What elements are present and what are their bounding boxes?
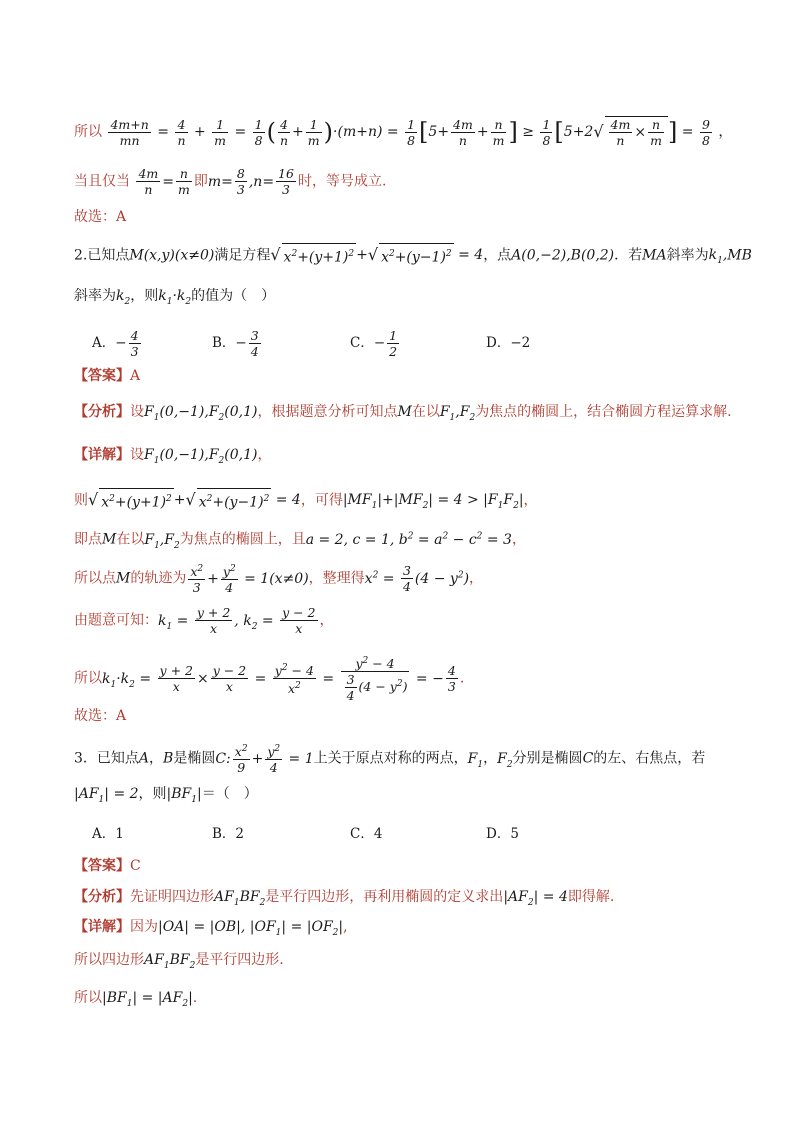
formula: $AF_1BF_2$ xyxy=(144,952,196,971)
text: 2.已知点 xyxy=(74,247,130,264)
text: 即得解. xyxy=(567,889,615,905)
formula: − $\frac{4}{3}$ xyxy=(115,328,139,359)
text: 因为 xyxy=(130,919,158,935)
q2-detail-line-4 xyxy=(74,605,334,636)
formula: $F_1,F_2$ xyxy=(439,404,476,423)
text: 的轨迹为 xyxy=(130,570,187,587)
formula: $F_1$ xyxy=(467,750,484,770)
text: 为焦点的椭圆上，结合椭圆方程运算求解. xyxy=(475,404,732,420)
q3-stem-line-1 xyxy=(74,742,705,775)
text: 1 xyxy=(115,826,124,842)
formula: √ $x^2+(y+1)^2$ +√ $x^2+(y-1)^2 = 4$ xyxy=(270,247,483,263)
text: ， xyxy=(511,531,526,548)
formula: $|AF_1| = 2$ xyxy=(74,786,139,805)
text: 先证明四边形 xyxy=(130,889,214,905)
text: 即 xyxy=(193,173,208,190)
text: . xyxy=(459,670,465,687)
q3-analysis xyxy=(74,887,614,913)
formula: $\frac{4m+n}{mn}$ = $\frac{4}{n}$ + $\frac{1}{m}$ = $\frac{1}{8}$ ( $\frac{4}{n}$ + $\frac{1}{m}$ )·(m+n) = $\frac{1}{8}$ [5+ $\frac{4m}{n}$ + $\frac{n}{m}$ ] ≥ $\frac{1}{8}$ [5+2√ $\frac{4m}{n}$ × $\frac{n}{m}$ ] = $\frac{9}{8}$ xyxy=(110,116,710,148)
text: 时，等号成立. xyxy=(297,173,387,190)
formula: m= $\frac{8}{3}$ ,n= $\frac{16}{3}$ xyxy=(207,166,294,197)
formula: $|BF_1| = |AF_2|$ xyxy=(102,990,193,1009)
text: 所以 xyxy=(74,124,102,140)
text: 所以 xyxy=(74,670,102,687)
text: 在以 xyxy=(411,404,440,420)
formula: − $\frac{3}{4}$ xyxy=(235,328,259,359)
text: 所以四边形 xyxy=(74,952,144,968)
formula: M(x,y)(x≠0) xyxy=(129,247,215,264)
formula: C xyxy=(582,750,594,767)
q2-detail xyxy=(74,445,271,471)
text: ， xyxy=(149,750,164,767)
text: A xyxy=(130,368,141,384)
formula: − $\frac{1}{2}$ xyxy=(373,328,398,359)
inequality-line xyxy=(74,116,732,148)
q3-option-b xyxy=(212,822,244,842)
formula: M xyxy=(102,531,117,548)
text: 5 xyxy=(510,826,519,842)
formula: $|MF_1|+|MF_2| = 4 > |F_1F_2|$ xyxy=(342,492,524,512)
q2-option-c xyxy=(350,328,401,359)
formula: $k_1\cdot k_2$ = $\frac{y + 2}{x}$ × $\frac{y - 2}{x}$ = $\frac{y^2 - 4}{x^2}$ = $y^2 - 4$ $\frac{3}{4}$ $(4 - y^2)$ = − $\frac{4}{3}$ xyxy=(102,656,456,704)
q2-detail-line-1 xyxy=(74,488,538,516)
q2-option-d xyxy=(486,331,530,351)
q2-conclusion: 故选：A xyxy=(74,708,127,724)
formula: $F_1(0,-1),F_2(0,1)$ xyxy=(144,447,258,466)
q2-detail-line-5 xyxy=(74,654,464,703)
text: A xyxy=(138,750,150,767)
text: C． xyxy=(350,826,374,842)
text: 【答案】 xyxy=(74,858,130,874)
text: 当且仅当 xyxy=(74,173,130,190)
conclusion-line: 故选：A xyxy=(74,209,127,225)
formula: a = 2, c = 1, $b^2 = a^2 - c^2 = 3$ xyxy=(305,531,512,548)
text: B． xyxy=(212,335,236,351)
q2-option-a xyxy=(92,328,143,359)
text: 斜率为 xyxy=(666,247,709,264)
text: 【分析】 xyxy=(74,404,130,420)
text: ＝（ ） xyxy=(201,786,258,802)
text: 所以点 xyxy=(74,570,116,587)
equality-condition-line xyxy=(74,166,386,197)
text: 4 xyxy=(373,826,383,842)
text: 是平行四边形. xyxy=(195,952,284,968)
q2-answer xyxy=(74,366,140,386)
text: A． xyxy=(92,826,116,842)
text: ，整理得 xyxy=(308,570,365,587)
text: 则 xyxy=(74,492,88,509)
formula: $k_2$ xyxy=(116,288,131,307)
text: ，则 xyxy=(138,786,167,802)
text: 所以 xyxy=(74,990,102,1006)
formula: $AF_1BF_2$ xyxy=(214,889,266,908)
text: ， xyxy=(483,750,498,767)
formula: $|AF_2| = 4$ xyxy=(503,889,568,908)
formula: M xyxy=(397,404,412,420)
formula: C: $\frac{x^2}{9}$ + $\frac{y^2}{4}$ = 1 xyxy=(215,744,314,776)
text: 2 xyxy=(235,826,245,842)
formula: $\frac{4m}{n}$ = $\frac{n}{m}$ xyxy=(138,166,190,197)
q3-detail-line-1 xyxy=(74,950,284,976)
q2-detail-line-2 xyxy=(74,526,526,555)
text: ， xyxy=(523,492,538,509)
text: ， xyxy=(718,124,733,140)
text: 是椭圆 xyxy=(173,750,216,767)
text: 为焦点的椭圆上，且 xyxy=(179,531,306,548)
q3-option-d xyxy=(486,822,519,842)
formula: $F_1(0,-1),F_2(0,1)$ xyxy=(144,404,258,423)
text: ， xyxy=(469,570,484,587)
formula: |OA| = |OB|, $|OF_1| = |OF_2|$ xyxy=(158,919,344,938)
text: D． xyxy=(486,826,511,842)
text: ．若 xyxy=(614,247,643,264)
q2-analysis xyxy=(74,402,732,428)
text: 斜率为 xyxy=(74,288,116,304)
formula: $\frac{x^2}{3}$ + $\frac{y^2}{4}$ = 1(x≠0) xyxy=(190,564,309,596)
text: 即点 xyxy=(74,531,102,548)
text: 分别是椭圆 xyxy=(512,750,583,767)
text: 【详解】 xyxy=(74,919,130,935)
text: B xyxy=(163,750,174,767)
q3-stem-line-2 xyxy=(74,784,258,810)
text: 是平行四边形，再利用椭圆的定义求出 xyxy=(265,889,504,905)
text: C． xyxy=(350,335,374,351)
formula: $|BF_1|$ xyxy=(166,786,202,805)
text: ，点 xyxy=(483,247,512,264)
formula: $k_1$ = $\frac{y + 2}{x}$ , $k_2$ = $\frac{y - 2}{x}$ xyxy=(158,605,316,636)
formula: A(0,−2),B(0,2) xyxy=(511,247,615,264)
text: ， xyxy=(319,612,334,629)
text: D． xyxy=(486,335,511,351)
formula: $k_1$, xyxy=(708,247,728,267)
q2-stem-line-2 xyxy=(74,286,275,312)
text: C xyxy=(130,858,141,874)
text: 的左、右焦点，若 xyxy=(593,750,706,767)
text: MA xyxy=(642,247,667,264)
q2-detail-line-3 xyxy=(74,562,483,595)
text: 【答案】 xyxy=(74,368,130,384)
text: MB xyxy=(727,247,752,264)
text: , xyxy=(343,919,348,935)
formula: M xyxy=(116,570,131,587)
q3-answer xyxy=(74,856,141,876)
text: 在以 xyxy=(116,531,145,548)
formula: $F_1,F_2$ xyxy=(144,531,180,551)
q3-detail xyxy=(74,917,348,943)
text: 满足方程 xyxy=(214,247,271,264)
text: ，则 xyxy=(130,288,159,304)
text: −2 xyxy=(510,335,531,351)
q2-option-b xyxy=(212,328,263,359)
text: 【详解】 xyxy=(74,447,130,463)
formula: $k_1\cdot k_2$ xyxy=(158,288,192,307)
text: ， xyxy=(257,447,272,463)
q3-option-a xyxy=(92,822,124,842)
text: 设 xyxy=(130,447,144,463)
q2-stem-line-1 xyxy=(74,243,752,271)
text: 由题意可知： xyxy=(74,612,158,629)
text: 设 xyxy=(130,404,144,420)
q3-detail-line-2 xyxy=(74,988,197,1014)
text: 【分析】 xyxy=(74,889,130,905)
text: . xyxy=(192,990,198,1006)
text: 上关于原点对称的两点， xyxy=(313,750,468,767)
formula: $x^2$ = $\frac{3}{4}$ $(4 - y^2)$ xyxy=(364,563,470,595)
q3-option-c xyxy=(350,822,382,842)
text: ，可得 xyxy=(300,492,343,509)
formula: $F_2$ xyxy=(497,750,513,770)
text: B． xyxy=(212,826,236,842)
formula: √ $x^2+(y+1)^2$ +√ $x^2+(y-1)^2 = 4$ xyxy=(88,492,301,508)
text: ，根据题意分析可知点 xyxy=(257,404,398,420)
text: 的值为（ ） xyxy=(191,288,276,304)
text: 3．已知点 xyxy=(74,750,139,767)
text: A． xyxy=(92,335,116,351)
